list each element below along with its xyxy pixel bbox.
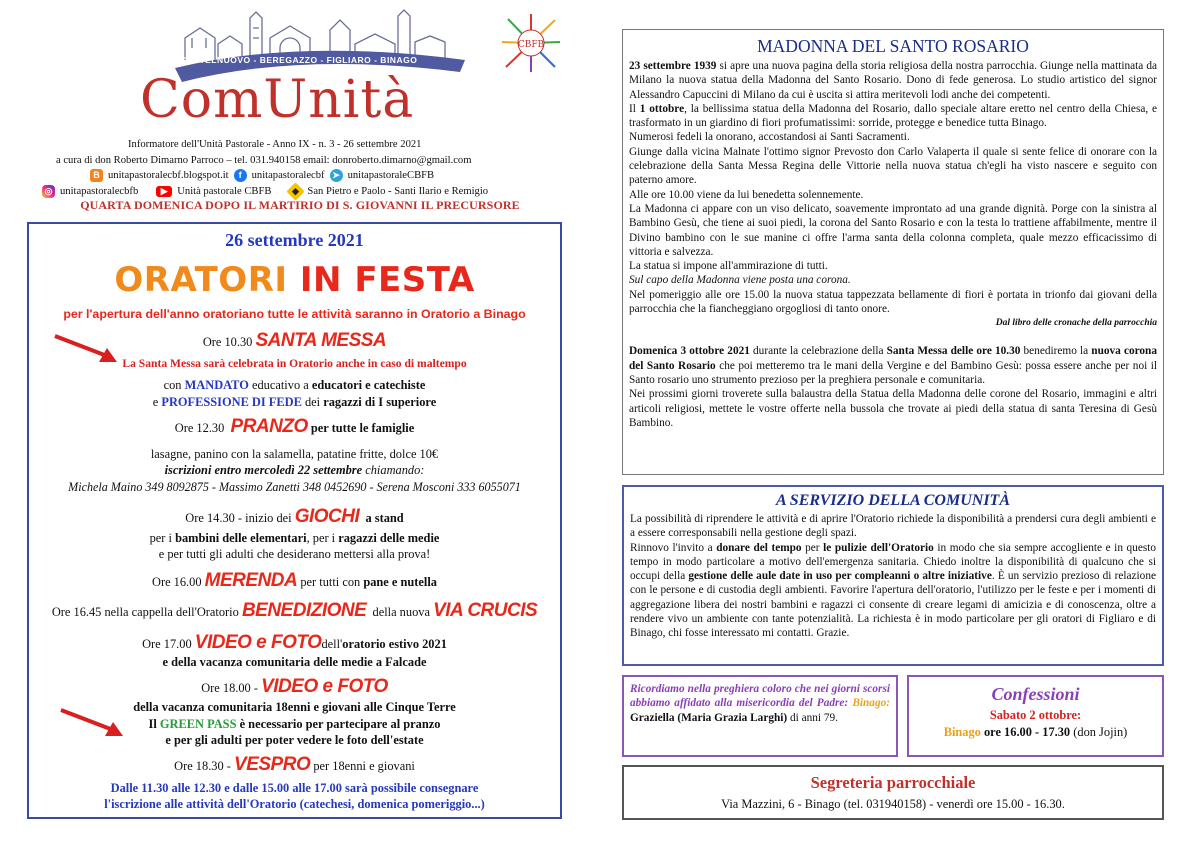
segreteria-address: Via Mazzini, 6 - Binago (tel. 031940158) - venerdì ore 15.00 - 16.30. <box>721 797 1065 811</box>
pranzo-line <box>29 416 560 439</box>
giochi-label: GIOCHI <box>294 506 360 527</box>
giochi-line-3: e per tutti gli adulti che desiderano mettersi alla prova! <box>158 547 431 561</box>
map-icon: ◆ <box>287 182 305 200</box>
rosario-title: MADONNA DEL SANTO ROSARIO <box>757 36 1029 56</box>
announcement-text-c: benediremo la <box>1023 345 1089 358</box>
iscrizioni-chiamando: chiamando: <box>365 463 425 477</box>
rosario-text-5: Alle ore 10.00 viene da lui benedetta solennemente. <box>629 188 864 201</box>
masthead-info <box>0 137 600 199</box>
vespro-line <box>29 754 560 777</box>
rosario-date-ottobre: 1 ottobre <box>639 102 685 115</box>
giochi-ragazzi: ragazzi delle medie <box>338 531 440 545</box>
messa-time: Ore 10.30 <box>202 335 253 349</box>
mandato-label: MANDATO <box>184 378 249 392</box>
arrow-icon <box>57 706 127 742</box>
mandato-mid: educativo a <box>251 378 309 392</box>
announcement-messa: Santa Messa delle ore 10.30 <box>886 345 1021 358</box>
professione-line <box>29 394 560 410</box>
announcement-text-e: che poi metteremo tra le mani della Vergine e del Bambino Gesù: possa essere anche per noi il Santo rosario uno strumento prezioso per la preghiera personale e comunitaria. <box>629 359 1158 386</box>
rosario-text-7: La statua si impone all'ammirazione di tutti. <box>629 260 828 273</box>
rosario-text-6: La Madonna ci appare con un viso delicato, soavemente improntato ad una grande dignità. Porge con la sinistra al Bambino Gesù, che tiene ai suoi piedi, la corona del Santo Rosario e con la testa lo trattiene affabilmente, mentre il Divino bambino con le sue manine ci offre l'arma santa della colonna completa, quale mezzo efficacissimo di vittoria e salvezza. <box>629 202 1157 258</box>
announcement-corona: nuova corona del Santo Rosario <box>629 345 1157 372</box>
confessioni-title: Confessioni <box>991 684 1080 704</box>
ricordo-intro: Ricordiamo nella preghiera coloro che nei giorni scorsi abbiamo affidato alla misericordia del Padre: <box>630 683 890 710</box>
telegram-icon: ➤ <box>330 169 343 182</box>
logo-title: ComUnità <box>140 70 415 130</box>
festa-intro-line <box>29 306 560 322</box>
servizio-text-2a: Rinnovo l'invito a <box>630 541 713 554</box>
youtube-link[interactable]: Unità pastorale CBFB <box>177 185 272 197</box>
servizio-gestione: gestione delle aule date in uso per compleanni o altre iniziative <box>688 570 992 583</box>
rosario-text-2: , la bellissima statua della Madonna del Rosario, dallo speciale altare eretto nel centro della Chiesa, e trasformato in un giardino di fiori profumatissimi: sorride, protegge e benedice tutta Binago. <box>629 102 1158 130</box>
video2-line <box>29 676 560 699</box>
vespro-time: Ore 18.30 - <box>174 759 231 773</box>
giochi-bambini: bambini delle elementari <box>175 531 307 545</box>
festa-title-in-festa: IN FESTA <box>299 260 475 300</box>
ricordo-place: Binago: <box>852 697 891 710</box>
video1-time: Ore 17.00 <box>142 637 192 651</box>
confessioni-date: Sabato 2 ottobre: <box>989 708 1082 722</box>
segreteria-title: Segreteria parrocchiale <box>810 773 976 792</box>
footer-line-1: Dalle 11.30 alle 12.30 e dalle 15.00 alle 17.00 sarà possibile consegnare <box>110 781 479 795</box>
prof-label: PROFESSIONE DI FEDE <box>161 395 302 409</box>
facebook-link[interactable]: unitapastoralecbf <box>251 170 325 181</box>
via-crucis-label: VIA CRUCIS <box>433 600 538 621</box>
messa-label: SANTA MESSA <box>255 330 387 351</box>
giochi-stand: a stand <box>365 511 404 525</box>
ricordo-name: Graziella (Maria Grazia Larghi) <box>630 711 788 724</box>
servizio-text-1: La possibilità di riprendere le attività e di aprire l'Oratorio richiede la disponibilità a prendersi cura degli ambienti e a essere corresponsabili nella gestione degli spazi. <box>630 513 1156 540</box>
festa-date: 26 settembre 2021 <box>225 230 364 250</box>
confessioni-box <box>907 675 1164 757</box>
blog-link[interactable]: unitapastoralecbf.blogspot.it <box>108 170 229 181</box>
giochi-time: Ore 14.30 - inizio dei <box>185 511 292 525</box>
confessioni-place: Binago <box>943 725 981 739</box>
rosario-p2-pre: Il <box>629 102 636 115</box>
iscrizioni-deadline: iscrizioni entro mercoledì 22 settembre <box>164 463 363 477</box>
pranzo-who: per tutte le famiglie <box>310 421 415 435</box>
oratori-in-festa-box <box>27 222 562 819</box>
blogger-icon: B <box>90 169 103 182</box>
video2-line-2: della vacanza comunitaria 18enni e giovani alle Cinque Terre <box>133 700 456 714</box>
rosario-source: Dal libro delle cronache della parrocchia <box>995 318 1157 329</box>
arrow-icon <box>51 332 121 368</box>
unita-pastorale-emblem <box>500 12 562 74</box>
green-pass-line-2: e per gli adulti per poter vedere le foto dell'estate <box>165 733 424 747</box>
festa-date-line <box>29 232 560 250</box>
rosario-text-3: Numerosi fedeli la onorano, accostandosi ai Santi Sacramenti. <box>629 131 910 144</box>
rosario-paragraph <box>629 59 1157 316</box>
prof-pre: e <box>152 395 159 409</box>
video2-time: Ore 18.00 - <box>201 681 258 695</box>
rosario-text-1: si apre una nuova pagina della storia religiosa della nostra parrocchia. Giunge nella mattinata da Milano la nuova statua della Madonna del Santo Rosario. Dono di fede generosa. Lo studio artistico del signor Alessandro Capuccini di Milano da cui è uscita si attira meritevoli lodi anche dei competenti. <box>629 60 1157 101</box>
mandato-who: educatori e catechiste <box>311 378 426 392</box>
benedizione-label: BENEDIZIONE <box>241 600 367 621</box>
logo-strip-text: CASTELNUOVO - BEREGAZZO - FIGLIARO - BINAGO <box>180 55 418 65</box>
green-pre: Il <box>148 717 157 731</box>
rosario-announcement <box>629 344 1157 430</box>
pranzo-label: PRANZO <box>230 416 308 437</box>
ricordo-box <box>622 675 898 757</box>
issue-info: Informatore dell'Unità Pastorale - Anno IX - n. 3 - 26 settembre 2021 <box>128 139 422 150</box>
servizio-paragraph <box>630 512 1156 641</box>
festa-title <box>29 260 560 300</box>
benedizione-line <box>29 600 560 623</box>
green-pass-label: GREEN PASS <box>159 717 237 731</box>
video1-pre: dell' <box>321 637 343 651</box>
merenda-what: pane e nutella <box>363 575 437 589</box>
liturgical-subtitle: QUARTA DOMENICA DOPO IL MARTIRIO DI S. GIOVANNI IL PRECURSORE <box>80 198 520 212</box>
vespro-who: per 18enni e giovani <box>313 759 415 773</box>
confessioni-time: ore 16.00 - 17.30 <box>983 725 1071 739</box>
servizio-text-2e: in modo che sia sempre accogliente e in questo tempo in modo particolare a motivo dell'emergenza sanitaria. Chiedo inoltre la disponibilità di qualcuno che si occupi della <box>630 541 1157 583</box>
rosario-text-9: Nel pomeriggio alle ore 15.00 la nuova statua tappezzata bellamente di fiori è portata in trionfo dai giovani della parrocchia che la fiancheggiano orgogliosi di tanto onore. <box>629 288 1157 316</box>
video1-label: VIDEO e FOTO <box>194 632 322 653</box>
servizio-title: A SERVIZIO DELLA COMUNITÀ <box>776 492 1010 509</box>
merenda-line <box>29 570 560 593</box>
announcement-text-2: Nei prossimi giorni troverete sulla balaustra della Statua della Madonna delle corone del Rosario, immagini e altri articoli religiosi, mettete le vostre offerte nella bussola che trovate ai piedi della statua di santa Teresina di Gesù Bambino. <box>629 388 1157 429</box>
festa-title-oratori: ORATORI <box>114 260 288 300</box>
instagram-link[interactable]: unitapastoralecbfb <box>60 185 139 197</box>
telegram-link[interactable]: unitapastoraleCBFB <box>347 170 435 181</box>
instagram-icon: ◎ <box>42 185 55 198</box>
servizio-text-2c: per <box>805 541 820 554</box>
video2-label: VIDEO e FOTO <box>261 676 388 697</box>
giochi-l2-pre: per i <box>149 531 172 545</box>
iscrizioni-line <box>29 462 560 478</box>
ricordo-age: di anni 79. <box>790 711 839 724</box>
confessioni-line <box>909 724 1162 741</box>
benedizione-mid: della nuova <box>372 605 430 619</box>
vespro-label: VESPRO <box>234 754 311 775</box>
giochi-line-2 <box>29 530 560 546</box>
announcement-date: Domenica 3 ottobre 2021 <box>629 345 750 358</box>
merenda-time: Ore 16.00 <box>152 575 202 589</box>
menu-line: lasagne, panino con la salamella, patatine fritte, dolce 10€ <box>150 447 439 461</box>
servizio-pulizie: le pulizie dell'Oratorio <box>823 541 934 554</box>
servizio-text-2g: . È un servizio prezioso di relazione con le persone e di custodia degli ambienti. Favorire l'apertura dell'oratorio, l'utilizzo per le feste e per i momenti di aggregazione libera dei nostri bambini e ragazzi ci consente di creare legami di amicizia e di conoscenza, oltre a rendere vivo un ambiente con tante potenzialità. La richiesta è in modo particolare per gli oratori di Figliaro e di Binago, chi fosse interessato mi contatti. Grazie. <box>630 570 1156 640</box>
servizio-comunita-box <box>622 485 1164 666</box>
servizio-donare: donare del tempo <box>716 541 802 554</box>
confessioni-who: (don Jojin) <box>1073 725 1128 739</box>
editor-info: a cura di don Roberto Dimarno Parroco – tel. 031.940158 email: donroberto.dimarno@gmail.com <box>56 154 472 166</box>
prof-mid: dei <box>304 395 321 409</box>
video1-line <box>29 632 560 655</box>
contacts-line: Michela Maino 349 8092875 - Massimo Zanetti 348 0452690 - Serena Mosconi 333 6055071 <box>68 480 521 494</box>
rosario-date-1939: 23 settembre 1939 <box>629 60 717 72</box>
prof-who: ragazzi di I superiore <box>323 395 437 409</box>
benedizione-time: Ore 16.45 nella cappella dell'Oratorio <box>51 605 239 619</box>
mandato-line <box>29 377 560 393</box>
pranzo-time: Ore 12.30 <box>174 421 225 435</box>
svg-text:CBFB: CBFB <box>517 40 545 50</box>
giochi-line <box>29 506 560 529</box>
merenda-pre: per tutti con <box>300 575 361 589</box>
facebook-icon: f <box>234 169 247 182</box>
announcement-text-a: durante la celebrazione della <box>753 345 884 358</box>
giochi-l2-mid: , per i <box>306 531 336 545</box>
merenda-label: MERENDA <box>204 570 298 591</box>
messa-note: La Santa Messa sarà celebrata in Oratorio anche in caso di maltempo <box>122 357 467 370</box>
green-pass-text: è necessario per partecipare al pranzo <box>239 717 441 731</box>
rosario-text-4: Giunge dalla vicina Malnate l'ottimo signor Prevosto don Carlo Valaperta il quale si sente felice di onorare con la celebrazione della Santa Messa Regina delle Vittorie nella nuova statua ch'egli ha visto nascere e seguito con paterno amore. <box>629 145 1157 187</box>
mandato-pre: con <box>163 378 182 392</box>
segreteria-box <box>622 765 1164 820</box>
parishes-text: San Pietro e Paolo - Santi Ilario e Remigio <box>307 185 489 197</box>
video1-line-2: e della vacanza comunitaria delle medie a Falcade <box>162 655 427 669</box>
festa-intro: per l'apertura dell'anno oratoriano tutte le attività saranno in Oratorio a Binago <box>63 307 526 321</box>
video1-what: oratorio estivo 2021 <box>342 637 447 651</box>
madonna-rosario-box <box>622 29 1164 475</box>
youtube-icon: ▶ <box>156 186 172 197</box>
masthead-logo <box>130 8 480 136</box>
footer-line-2: l'iscrizione alle attività dell'Oratorio (catechesi, domenica pomeriggio...) <box>104 797 485 811</box>
rosario-text-8: Sul capo della Madonna viene posta una corona. <box>629 274 851 287</box>
